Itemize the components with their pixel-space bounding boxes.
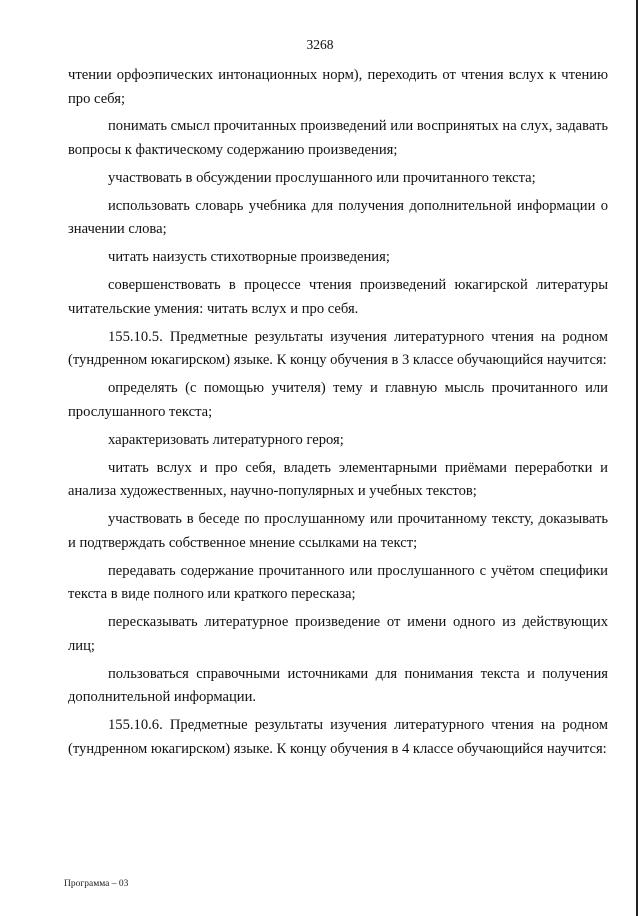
paragraph: понимать смысл прочитанных произведений или воспринятых на слух, задавать вопросы к фактическому содержанию произведения; [68, 118, 608, 159]
paragraph: использовать словарь учебника для получения дополнительной информации о значении слова; [68, 197, 608, 238]
paragraph: характеризовать литературного героя; [108, 431, 344, 448]
paragraph: пользоваться справочными источниками для понимания текста и получения дополнительной информации. [68, 665, 608, 706]
paragraph: чтении орфоэпических интонационных норм), переходить от чтения вслух к чтению про себя; [68, 67, 608, 107]
section-paragraph: 155.10.6. Предметные результаты изучения литературного чтения на родном (тундренном юкагирском) языке. К концу обучения в 4 классе обучающийся научится: [68, 717, 608, 757]
page-number: 3268 [306, 37, 334, 52]
scan-edge [636, 0, 638, 916]
document-body [68, 64, 608, 765]
section-paragraph: 155.10.5. Предметные результаты изучения литературного чтения на родном (тундренном юкагирском) языке. К концу обучения в 3 классе обучающийся научится: [68, 328, 608, 369]
paragraph: участвовать в обсуждении прослушанного или прочитанного текста; [108, 169, 536, 186]
paragraph: читать вслух и про себя, владеть элементарными приёмами переработки и анализа художественных, научно-популярных и учебных текстов; [68, 459, 608, 500]
paragraph: пересказывать литературное произведение от имени одного из действующих лиц; [68, 614, 608, 654]
paragraph: читать наизусть стихотворные произведения; [108, 249, 390, 266]
footer-label: Программа – 03 [64, 879, 129, 889]
paragraph: передавать содержание прочитанного или прослушанного с учётом специфики текста в виде полного или краткого пересказа; [68, 562, 608, 603]
paragraph: определять (с помощью учителя) тему и главную мысль прочитанного или прослушанного текста; [68, 380, 608, 420]
paragraph: совершенствовать в процессе чтения произведений юкагирской литературы читательские умения: читать вслух и про себя. [68, 277, 608, 317]
paragraph: участвовать в беседе по прослушанному или прочитанному тексту, доказывать и подтверждать собственное мнение ссылками на текст; [68, 511, 608, 551]
